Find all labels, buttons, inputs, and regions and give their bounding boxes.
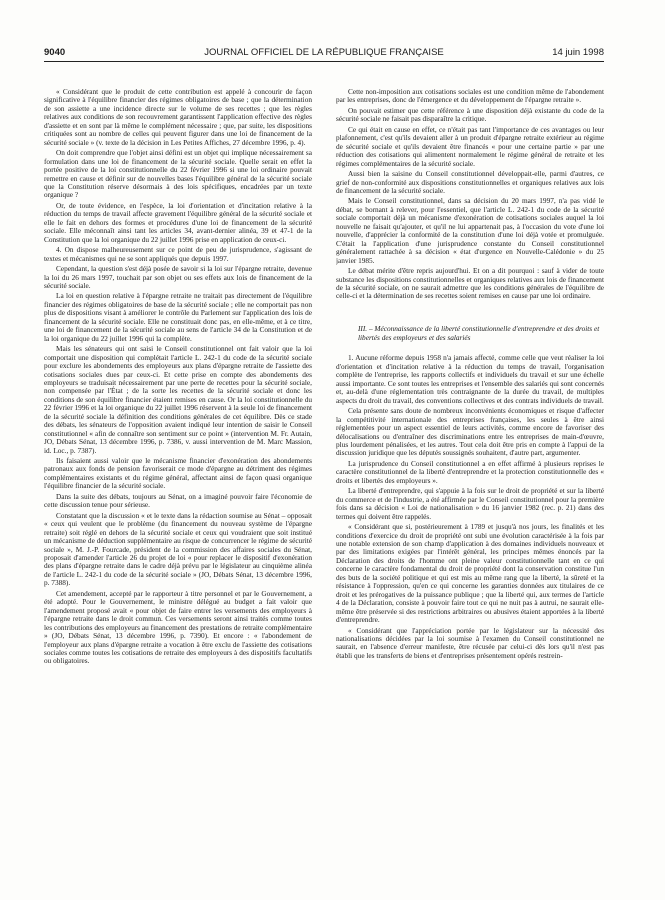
paragraph: Cette non-imposition aux cotisations sociales est une condition même de l'abondement par les entreprises, donc de l'émergence et du développement de l'épargne retraite ». xyxy=(336,88,604,105)
paragraph: Cependant, la question s'est déjà posée de savoir si la loi sur l'épargne retraite, devenue la loi du 26 mars 1997, touchait par son objet ou ses effets aux lois de financement de la sécurité sociale. xyxy=(44,264,312,290)
paragraph: Cela présente sans doute de nombreux inconvénients économiques et risque d'affecter la compétitivité internationale des entreprises françaises, les seules à être ainsi réglementées pour un aspect essentiel de leurs activités, comme encore de favoriser des délocalisations ou d'entraîner des discriminations entre les entreprises de main-d'œuvre, plus lourdement pénalisées, et les autres. Tout cela doit être pris en compte à l'appui de la discussion juridique que les députés soussignés souhaitent, d'autre part, argumenter. xyxy=(336,406,604,458)
paragraph: 4. On dispose malheureusement sur ce point de peu de jurisprudence, s'agissant de textes et mécanismes qui ne se sont appliqués que depuis 1997. xyxy=(44,245,312,263)
right-column xyxy=(336,88,604,888)
paragraph: La jurisprudence du Conseil constitutionnel a en effet affirmé à plusieurs reprises le caractère constitutionnel de la liberté d'entreprendre et la protection constitutionnelle des « droits et libertés des employeurs ». xyxy=(336,458,604,485)
left-column xyxy=(44,88,312,888)
paragraph: Aussi bien la saisine du Conseil constitutionnel développait-elle, parmi d'autres, ce grief de non-conformité aux dispositions constitutionnelles et organiques relatives aux lois de financement de la sécurité sociale. xyxy=(336,169,604,195)
paragraph: Ils faisaient aussi valoir que le mécanisme financier d'exonération des abondements patronaux aux fonds de pension favoriserait ce mode d'épargne au détriment des régimes complémentaires existants et du régime général, affectant ainsi de façon quasi organique l'équilibre financier de la sécurité sociale. xyxy=(44,456,312,491)
paragraph: Mais le Conseil constitutionnel, dans sa décision du 20 mars 1997, n'a pas vidé le débat, se bornant à relever, pour l'essentiel, que l'article L. 242-1 du code de la sécurité sociale comportait déjà un mécanisme d'exonération de cotisations sociales auquel la loi nouvelle ne faisait qu'ajouter, et qu'il ne lui appartenait pas, à l'occasion du vote d'une loi nouvelle, d'apprécier la conformité de la constitution d'une loi déjà votée et promulguée. C'était la l'application d'une jurisprudence constante du Conseil constitutionnel généralement rattachée à sa décision « état d'urgence en Nouvelle-Calédonie » du 25 janvier 1985. xyxy=(336,196,604,265)
header-rule xyxy=(44,61,604,62)
journal-title: JOURNAL OFFICIEL DE LA RÉPUBLIQUE FRANÇAISE xyxy=(204,47,444,58)
paragraph: Cet amendement, accepté par le rapporteur à titre personnel et par le Gouvernement, a été adopté. Pour le Gouvernement, le ministre délégué au budget a fait valoir que l'amendement proposé avait « pour objet de faire entrer les versements des employeurs à l'épargne retraite dans le droit commun. Ces versements seront ainsi traités comme toutes les contributions des employeurs au financement des prestations de retraite complémentaire » (JO, Débats Sénat, 13 décembre 1996, p. 7390). Et encore : « l'abondement de l'employeur aux plans d'épargne retraite a vocation à être exclu de l'assiette des cotisations sociales comme toutes les cotisations de retraite des employeurs à des dispositifs facultatifs ou obligatoires. xyxy=(44,588,312,666)
paragraph: Ce qui était en cause en effet, ce n'était pas tant l'importance de ces avantages ou leur plafonnement, c'est qu'ils devaient aller à un produit d'épargne retraite extérieur au régime de sécurité sociale et qu'ils devaient être financés « pour une certaine partie » par une réduction des cotisations qui alimentent normalement le régime général de retraite et les régimes complémentaires de la sécurité sociale. xyxy=(336,124,604,168)
page-number: 9040 xyxy=(44,47,66,58)
paragraph: Mais les sénateurs qui ont saisi le Conseil constitutionnel ont fait valoir que la loi comportait une disposition qui complétait l'article L. 242-1 du code de la sécurité sociale pour exclure les abondements des employeurs aux plans d'épargne retraite de l'assiette des cotisations sociales dues par ceux-ci. Et cette prise en compte des abondements des employeurs se traduisait nécessairement par une perte de recettes pour la sécurité sociale, non compensée par l'État ; de la sorte les recettes de la sécurité sociale et donc les conditions de son équilibre financier étaient remises en cause. Or la loi constitutionnelle du 22 février 1996 et la loi organique du 22 juillet 1996 réservent à la seule loi de financement de la sécurité sociale la définition des conditions générales de cet équilibre. Dès ce stade des débats, les sénateurs de l'opposition avaient indiqué leur intention de saisir le Conseil constitutionnel « afin de connaître son sentiment sur ce point » (intervention M. Fr. Autain, JO, Débats Sénat, 13 décembre 1996, p. 7386, v. aussi intervention de M. Marc Massion, id. Loc., p. 7387). xyxy=(44,344,312,455)
section-heading: III. – Méconnaissance de la liberté constitutionnelle d'entreprendre et des droits et libertés des employeurs et des salariés xyxy=(358,323,600,342)
paragraph: « Considérant que le produit de cette contribution est appelé à concourir de façon significative à l'équilibre financier des régimes obligatoires de base ; que la détermination de son assiette a une incidence directe sur le volume de ses recettes ; que les règles relatives aux conditions de son recouvrement garantissent l'application effective des règles d'assiette et en sont par là même le complément nécessaire ; que, par suite, les dispositions critiquées sont au nombre de celles qui peuvent figurer dans une loi de financement de la sécurité sociale » (v. texte de la décision in Les Petites Affiches, 27 décembre 1996, p. 4). xyxy=(44,88,312,147)
issue-date: 14 juin 1998 xyxy=(552,47,604,58)
paragraph: Le débat mérite d'être repris aujourd'hui. Et on a dit pourquoi : sauf à vider de toute substance les dispositions constitutionnelles et organiques relatives aux lois de financement de la sécurité sociale, on ne saurait admettre que les conditions générales de l'équilibre de celle-ci et la détermination de ses recettes soient remises en cause par une loi ordinaire. xyxy=(336,266,604,301)
section-spacer xyxy=(336,303,604,311)
page-header xyxy=(44,47,604,61)
paragraph: Constatant que la discussion « et le texte dans la rédaction soumise au Sénat – opposait « ceux qui veulent que le problème (du financement du nouveau système de l'épargne retraite) soit réglé en dehors de la sécurité sociale et ceux qui voudraient que soit institué un mécanisme de déduction supplémentaire au risque de concurrencer le régime de sécurité sociale », M. J.-P. Fourcade, président de la commission des affaires sociales du Sénat, proposait d'amender l'article 26 du projet de loi « pour replacer le dispositif d'exonération des plans d'épargne retraite dans le cadre déjà prévu par le législateur au cinquième alinéa de l'article L. 242-1 du code de la sécurité sociale » (JO, Débats Sénat, 13 décembre 1996, p. 7388). xyxy=(44,510,312,588)
paragraph: Or, de toute évidence, en l'espèce, la loi d'orientation et d'incitation relative à la réduction du temps de travail affecte gravement l'équilibre général de la sécurité sociale et elle le fait en dehors des formes et procédures d'une loi de financement de la sécurité sociale. Elle méconnaît ainsi tant les articles 34, avant-dernier alinéa, 39 et 47-1 de la Constitution que la loi organique du 22 juillet 1996 prise en application de ceux-ci. xyxy=(44,200,312,244)
paragraph: On doit comprendre que l'objet ainsi défini est un objet qui implique nécessairement sa formulation dans une loi de financement de la sécurité sociale. Quelle serait en effet la portée positive de la loi constitutionnelle du 22 février 1996 si une loi ordinaire pouvait remettre en cause et définir sur de nouvelles bases l'équilibre général de la sécurité sociale que la Constitution réserve désormais à des lois spécifiques, encadrées par un texte organique ? xyxy=(44,148,312,200)
paragraph: Dans la suite des débats, toujours au Sénat, on a imaginé pouvoir faire l'économie de cette discussion tenue pour sérieuse. xyxy=(44,491,312,510)
paragraph: La liberté d'entreprendre, qui s'appuie à la fois sur le droit de propriété et sur la liberté du commerce et de l'industrie, a été affirmée par le Conseil constitutionnel pour la première fois dans sa décision « Loi de nationalisation » du 16 janvier 1982 (rec. p. 21) dans des termes qui doivent être rappelés. xyxy=(336,486,604,521)
paragraph: On pouvait estimer que cette référence à une disposition déjà existante du code de la sécurité sociale ne faisait pas disparaître la critique. xyxy=(336,105,604,124)
paragraph: 1. Aucune réforme depuis 1958 n'a jamais affecté, comme celle que veut réaliser la loi d'orientation et d'incitation relative à la réduction du temps de travail, l'organisation complète de l'entreprise, les rapports collectifs et individuels du travail et sur une échelle aussi importante. Ce sont toutes les entreprises et l'ensemble des salariés qui sont concernés et, au-delà d'une réglementation très contraignante de la durée du travail, de multiples aspects du droit du travail, des conventions collectives et des contrats individuels de travail. xyxy=(336,353,604,405)
paragraph: « Considérant que si, postérieurement à 1789 et jusqu'à nos jours, les finalités et les conditions d'exercice du droit de propriété ont subi une évolution caractérisée à la fois par une notable extension de son champ d'application à des domaines individuels nouveaux et par des limitations exigées par l'intérêt général, les principes mêmes énoncés par la Déclaration des droits de l'homme ont pleine valeur constitutionnelle tant en ce qui concerne le caractère fondamental du droit de propriété dont la conservation constitue l'un des buts de la société politique et qui est mis au même rang que la liberté, la sûreté et la résistance à l'oppression, qu'en ce qui concerne les garanties données aux titulaires de ce droit et les prérogatives de la puissance publique ; que la liberté qui, aux termes de l'article 4 de la Déclaration, consiste à pouvoir faire tout ce qui ne nuit pas à autrui, ne saurait elle-même être préservée si des restrictions arbitraires ou abusives étaient apportées à la liberté d'entreprendre. xyxy=(336,522,604,625)
paragraph: « Considérant que l'appréciation portée par le législateur sur la nécessité des nationalisations décidées par la loi soumise à l'examen du Conseil constitutionnel ne saurait, en l'absence d'erreur manifeste, être récusée par celui-ci dès lors qu'il n'est pas établi que les transferts de biens et d'entreprises présentement opérés restrein- xyxy=(336,625,604,660)
paragraph: La loi en question relative à l'épargne retraite ne traitait pas directement de l'équilibre financier des régimes obligatoires de base de la sécurité sociale ; elle ne comportait pas non plus de dispositions visant à améliorer le contrôle du Parlement sur l'application des lois de financement de la sécurité sociale. Elle ne constituait donc pas, en elle-même, et à ce titre, une loi de financement de la sécurité sociale au sens de l'article 34 de la Constitution et de la loi organique du 22 juillet 1996 qui la complète. xyxy=(44,291,312,343)
